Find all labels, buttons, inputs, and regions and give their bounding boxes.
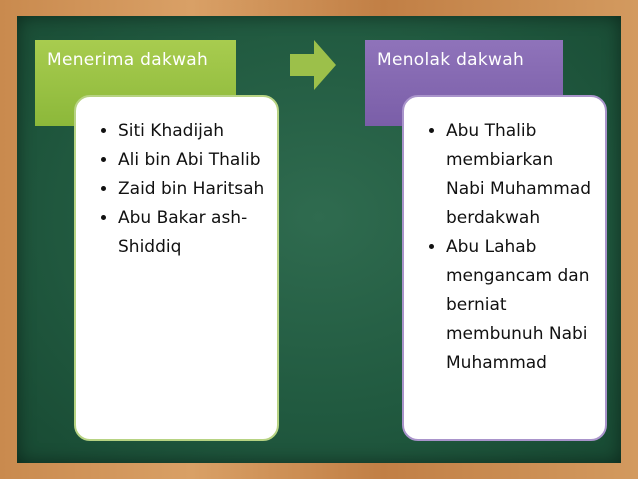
- list-item: • Zaid bin Haritsah: [118, 175, 267, 204]
- reject-list: [424, 117, 595, 378]
- accept-list-card: [74, 95, 279, 441]
- list-item: • Abu Lahab mengancam dan berniat membunuh Nabi Muhammad: [446, 233, 595, 378]
- list-item: • Abu Thalib membiarkan Nabi Muhammad berdakwah: [446, 117, 595, 233]
- accept-list: [96, 117, 267, 262]
- accept-header-label: Menerima dakwah: [47, 50, 209, 70]
- list-item: • Abu Bakar ash-Shiddiq: [118, 204, 267, 262]
- reject-list-card: [402, 95, 607, 441]
- list-item: • Ali bin Abi Thalib: [118, 146, 267, 175]
- reject-header-label: Menolak dakwah: [377, 50, 525, 70]
- list-item: • Siti Khadijah: [118, 117, 267, 146]
- right-arrow-icon: [290, 40, 336, 90]
